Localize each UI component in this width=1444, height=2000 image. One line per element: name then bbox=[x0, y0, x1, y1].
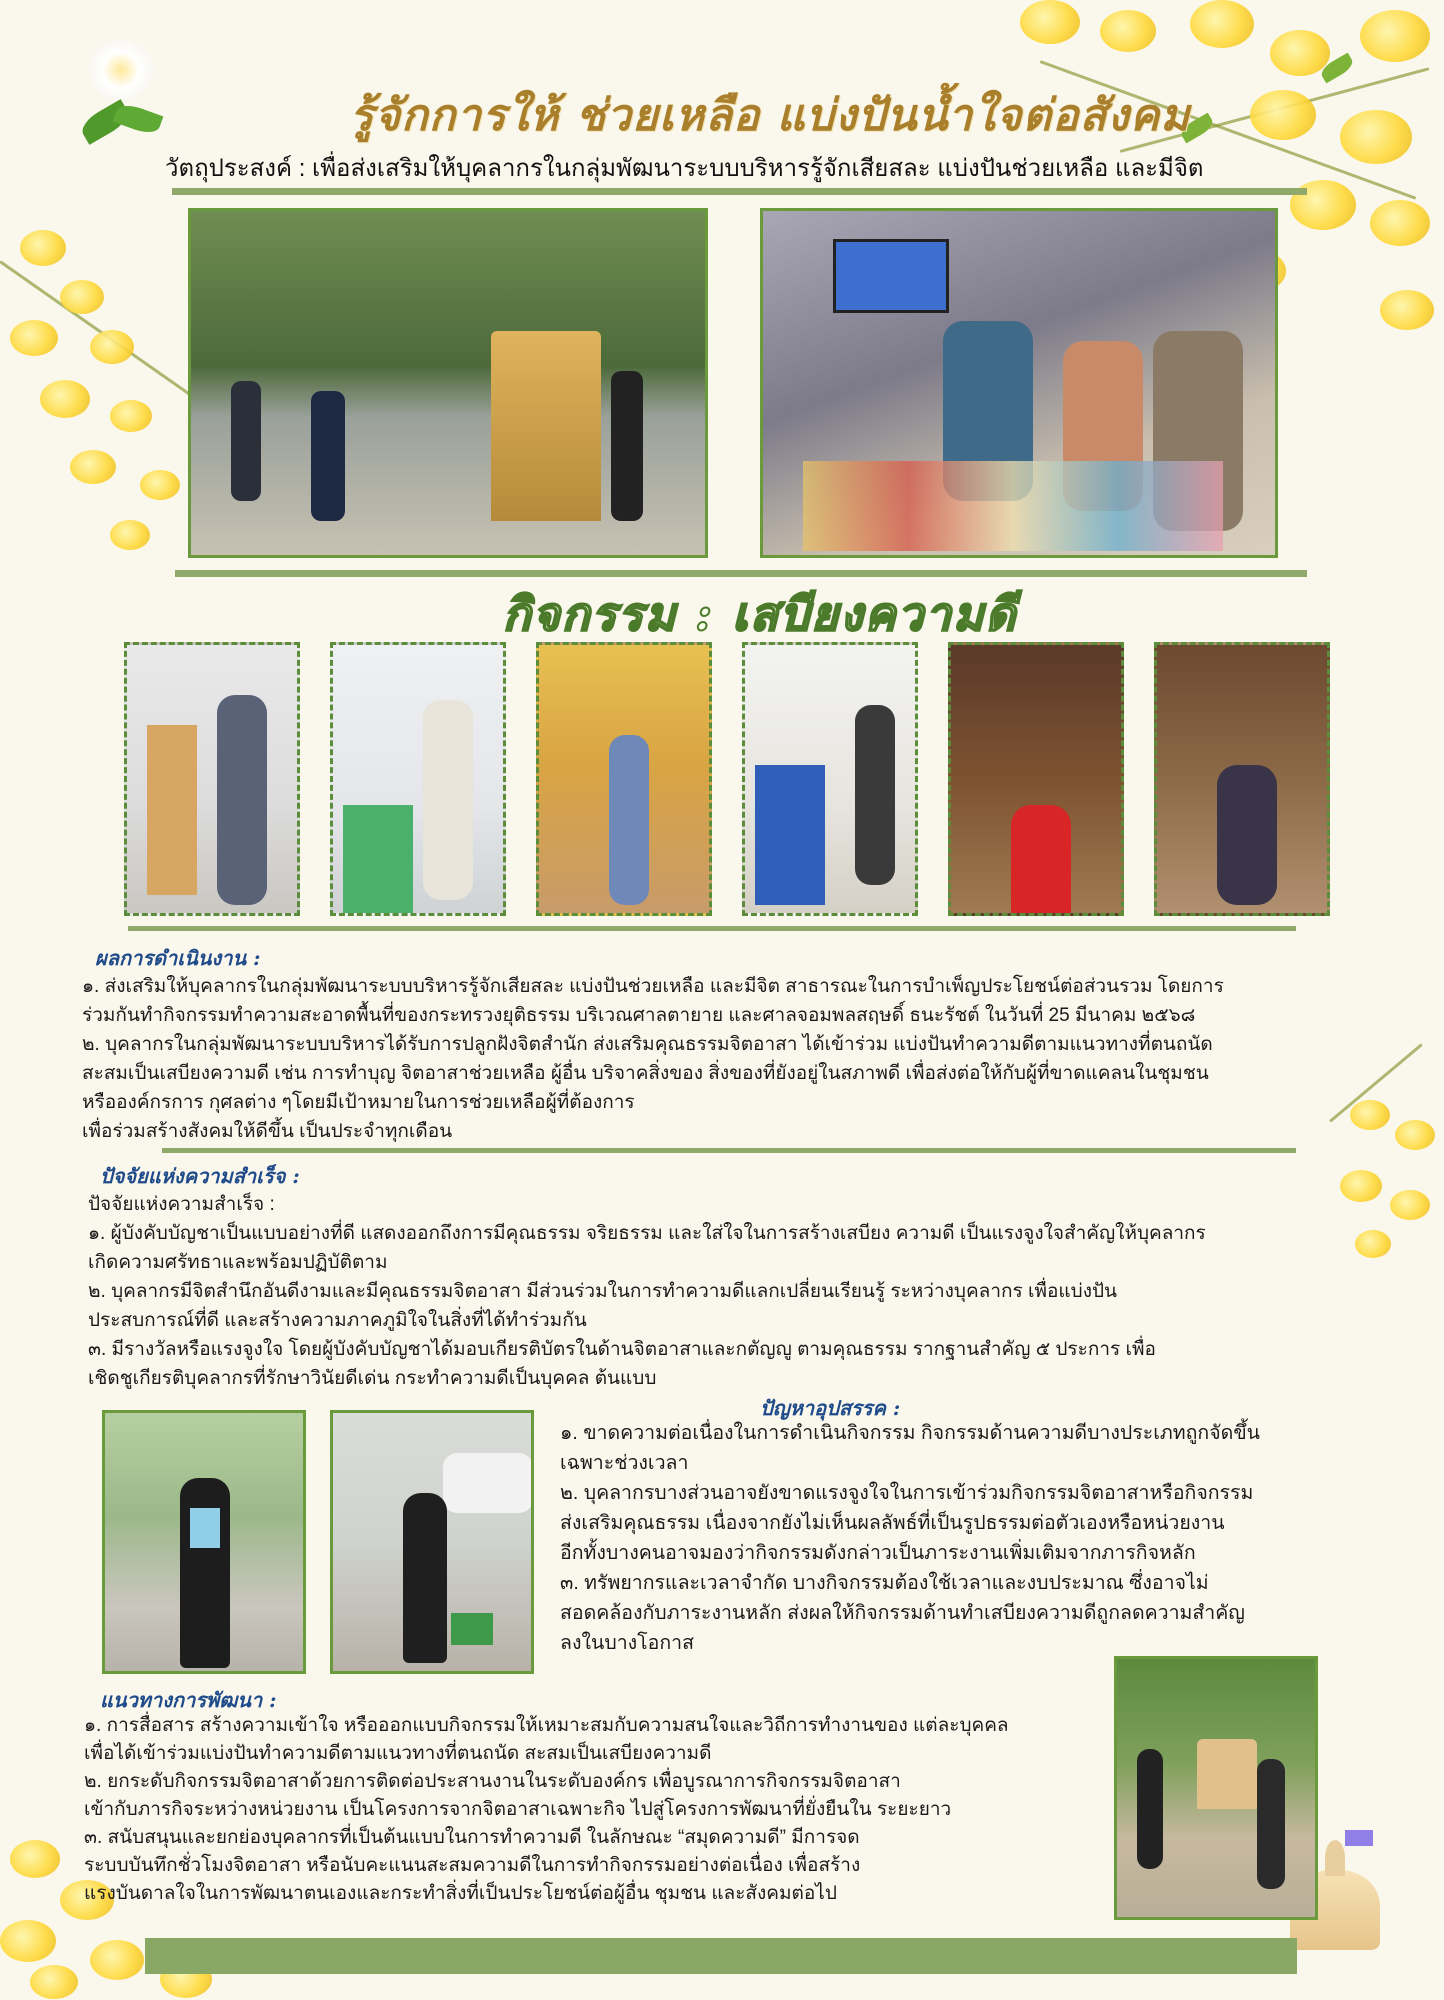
results-text bbox=[82, 972, 1352, 1146]
success-heading: ปัจจัยแห่งความสำเร็จ : bbox=[100, 1164, 300, 1188]
obstacles-line: ๑. ขาดความต่อเนื่องในการดำเนินกิจกรรม กิจกรรมด้านความดีบางประเภทถูกจัดขึ้น bbox=[560, 1422, 1260, 1444]
results-line: เพื่อร่วมสร้างสังคมให้ดีขึ้น เป็นประจำทุกเดือน bbox=[82, 1121, 453, 1142]
success-line: ๓. มีรางวัลหรือแรงจูงใจ โดยผู้บังคับบัญชาได้มอบเกียรติบัตรในด้านจิตอาสาและกตัญญู ตามคุณธรรม รากฐานสำคัญ ๕ ประการ เพื่อ bbox=[88, 1339, 1156, 1360]
obstacles-line: ลงในบางโอกาส bbox=[560, 1632, 695, 1654]
obstacles-line: เฉพาะช่วงเวลา bbox=[560, 1452, 689, 1474]
success-line: ๒. บุคลากรมีจิตสำนึกอันดีงามและมีคุณธรรมจิตอาสา มีส่วนร่วมในการทำความดีแลกเปลี่ยนเรียนรู้ ระหว่างบุคลากร เพื่อแบ่งปัน bbox=[88, 1281, 1118, 1302]
obstacles-line: อีกทั้งบางคนอาจมองว่ากิจกรรมดังกล่าวเป็นภาระงานเพิ่มเติมจากภารกิจหลัก bbox=[560, 1542, 1196, 1564]
development-heading: แนวทางการพัฒนา : bbox=[100, 1688, 277, 1712]
development-line: ๑. การสื่อสาร สร้างความเข้าใจ หรือออกแบบกิจกรรมให้เหมาะสมกับความสนใจและวิถีการทำงานของ แต่ละบุคคล bbox=[84, 1715, 1009, 1736]
development-line: ๒. ยกระดับกิจกรรมจิตอาสาด้วยการติดต่อประสานงานในระดับองค์กร เพื่อบูรณาการกิจกรรมจิตอาสา bbox=[84, 1771, 901, 1792]
activity-photo-4 bbox=[742, 642, 918, 916]
development-line: เพื่อได้เข้าร่วมแบ่งปันทำความดีตามแนวทางที่ตนถนัด สะสมเป็นเสบียงความดี bbox=[84, 1743, 712, 1764]
activity-photo-6 bbox=[1154, 642, 1330, 916]
success-line: เชิดชูเกียรติบุคลากรที่รักษาวินัยดีเด่น กระทำความดีเป็นบุคคล ต้นแบบ bbox=[88, 1368, 657, 1389]
photo-cleaning-shrine bbox=[188, 208, 708, 558]
photo-donation-packing bbox=[760, 208, 1278, 558]
results-heading: ผลการดำเนินงาน : bbox=[95, 946, 261, 970]
footer-bar bbox=[145, 1938, 1297, 1974]
activity-photo-2 bbox=[330, 642, 506, 916]
success-line: ประสบการณ์ที่ดี และสร้างความภาคภูมิใจในสิ่งที่ได้ทำร่วมกัน bbox=[88, 1310, 587, 1331]
photo-development bbox=[1114, 1656, 1318, 1920]
photo-obstacle-2 bbox=[330, 1410, 534, 1674]
activity-photo-5 bbox=[948, 642, 1124, 916]
divider bbox=[128, 926, 1296, 931]
success-line: เกิดความศรัทธาและพร้อมปฏิบัติตาม bbox=[88, 1252, 388, 1273]
development-line: ระบบบันทึกชั่วโมงจิตอาสา หรือนับคะแนนสะสมความดีในการทำกิจกรรมอย่างต่อเนื่อง เพื่อสร้าง bbox=[84, 1855, 861, 1876]
success-line: ๑. ผู้บังคับบัญชาเป็นแบบอย่างที่ดี แสดงออกถึงการมีคุณธรรม จริยธรรม และใส่ใจในการสร้างเสบียง ความดี เป็นแรงจูงใจสำคัญให้บุคลากร bbox=[88, 1223, 1206, 1244]
obstacles-line: สอดคล้องกับภาระงานหลัก ส่งผลให้กิจกรรมด้านทำเสบียงความดีถูกลดความสำคัญ bbox=[560, 1602, 1245, 1624]
results-line: ร่วมกันทำกิจกรรมทำความสะอาดพื้นที่ของกระทรวงยุติธรรม บริเวณศาลตายาย และศาลจอมพลสฤษดิ์ ธนะรัชต์ ในวันที่ 25 มีนาคม ๒๕๖๘ bbox=[82, 1005, 1196, 1026]
results-line: ๒. บุคลากรในกลุ่มพัฒนาระบบบริหารได้รับการปลูกฝังจิตสำนัก ส่งเสริมคุณธรรมจิตอาสา ได้เข้าร่วม แบ่งปันทำความดีตามแนวทางที่ตนถนัด bbox=[82, 1034, 1213, 1055]
results-line: ๑. ส่งเสริมให้บุคลากรในกลุ่มพัฒนาระบบบริหารรู้จักเสียสละ แบ่งปันช่วยเหลือ และมีจิต สาธารณะในการบำเพ็ญประโยชน์ต่อส่วนรวม โดยการ bbox=[82, 976, 1224, 997]
obstacles-text bbox=[560, 1418, 1350, 1658]
success-text bbox=[88, 1190, 1338, 1393]
development-text bbox=[84, 1712, 1114, 1908]
obstacles-heading: ปัญหาอุปสรรค : bbox=[760, 1396, 901, 1420]
development-line: เข้ากับภารกิจระหว่างหน่วยงาน เป็นโครงการจากจิตอาสาเฉพาะกิจ ไปสู่โครงการพัฒนาที่ยั่งยืนใน ระยะยาว bbox=[84, 1799, 952, 1820]
results-line: สะสมเป็นเสบียงความดี เช่น การทำบุญ จิตอาสาช่วยเหลือ ผู้อื่น บริจาคสิ่งของ สิ่งของที่ยังอยู่ในสภาพดี เพื่อส่งต่อให้กับผู้ที่ขาดแคลนในชุมชน bbox=[82, 1063, 1209, 1084]
activity-title: กิจกรรม : เสบียงความดี bbox=[502, 587, 1018, 641]
page-title: รู้จักการให้ ช่วยเหลือ แบ่งปันน้ำใจต่อสังคม bbox=[349, 90, 1191, 141]
objective-text: วัตถุประสงค์ : เพื่อส่งเสริมให้บุคลากรในกลุ่มพัฒนาระบบบริหารรู้จักเสียสละ แบ่งปันช่วยเหลือ และมีจิต bbox=[165, 155, 1204, 182]
obstacles-line: ๒. บุคลากรบางส่วนอาจยังขาดแรงจูงใจในการเข้าร่วมกิจกรรมจิตอาสาหรือกิจกรรม bbox=[560, 1482, 1254, 1504]
activity-photo-1 bbox=[124, 642, 300, 916]
results-line: หรือองค์กรการ กุศลต่าง ๆโดยมีเป้าหมายในการช่วยเหลือผู้ที่ต้องการ bbox=[82, 1092, 635, 1113]
activity-photo-3 bbox=[536, 642, 712, 916]
divider bbox=[162, 1148, 1296, 1153]
development-line: ๓. สนับสนุนและยกย่องบุคลากรที่เป็นต้นแบบในการทำความดี ในลักษณะ “สมุดความดี” มีการจด bbox=[84, 1827, 860, 1848]
success-line: ปัจจัยแห่งความสำเร็จ : bbox=[88, 1194, 275, 1215]
divider bbox=[172, 188, 1307, 195]
divider bbox=[175, 570, 1307, 577]
obstacles-line: ๓. ทรัพยากรและเวลาจำกัด บางกิจกรรมต้องใช้เวลาและงบประมาณ ซึ่งอาจไม่ bbox=[560, 1572, 1209, 1594]
development-line: แรงบันดาลใจในการพัฒนาตนเองและกระทำสิ่งที่เป็นประโยชน์ต่อผู้อื่น ชุมชน และสังคมต่อไป bbox=[84, 1883, 837, 1904]
photo-obstacle-1 bbox=[102, 1410, 306, 1674]
obstacles-line: ส่งเสริมคุณธรรม เนื่องจากยังไม่เห็นผลลัพธ์ที่เป็นรูปธรรมต่อตัวเองหรือหน่วยงาน bbox=[560, 1512, 1225, 1534]
